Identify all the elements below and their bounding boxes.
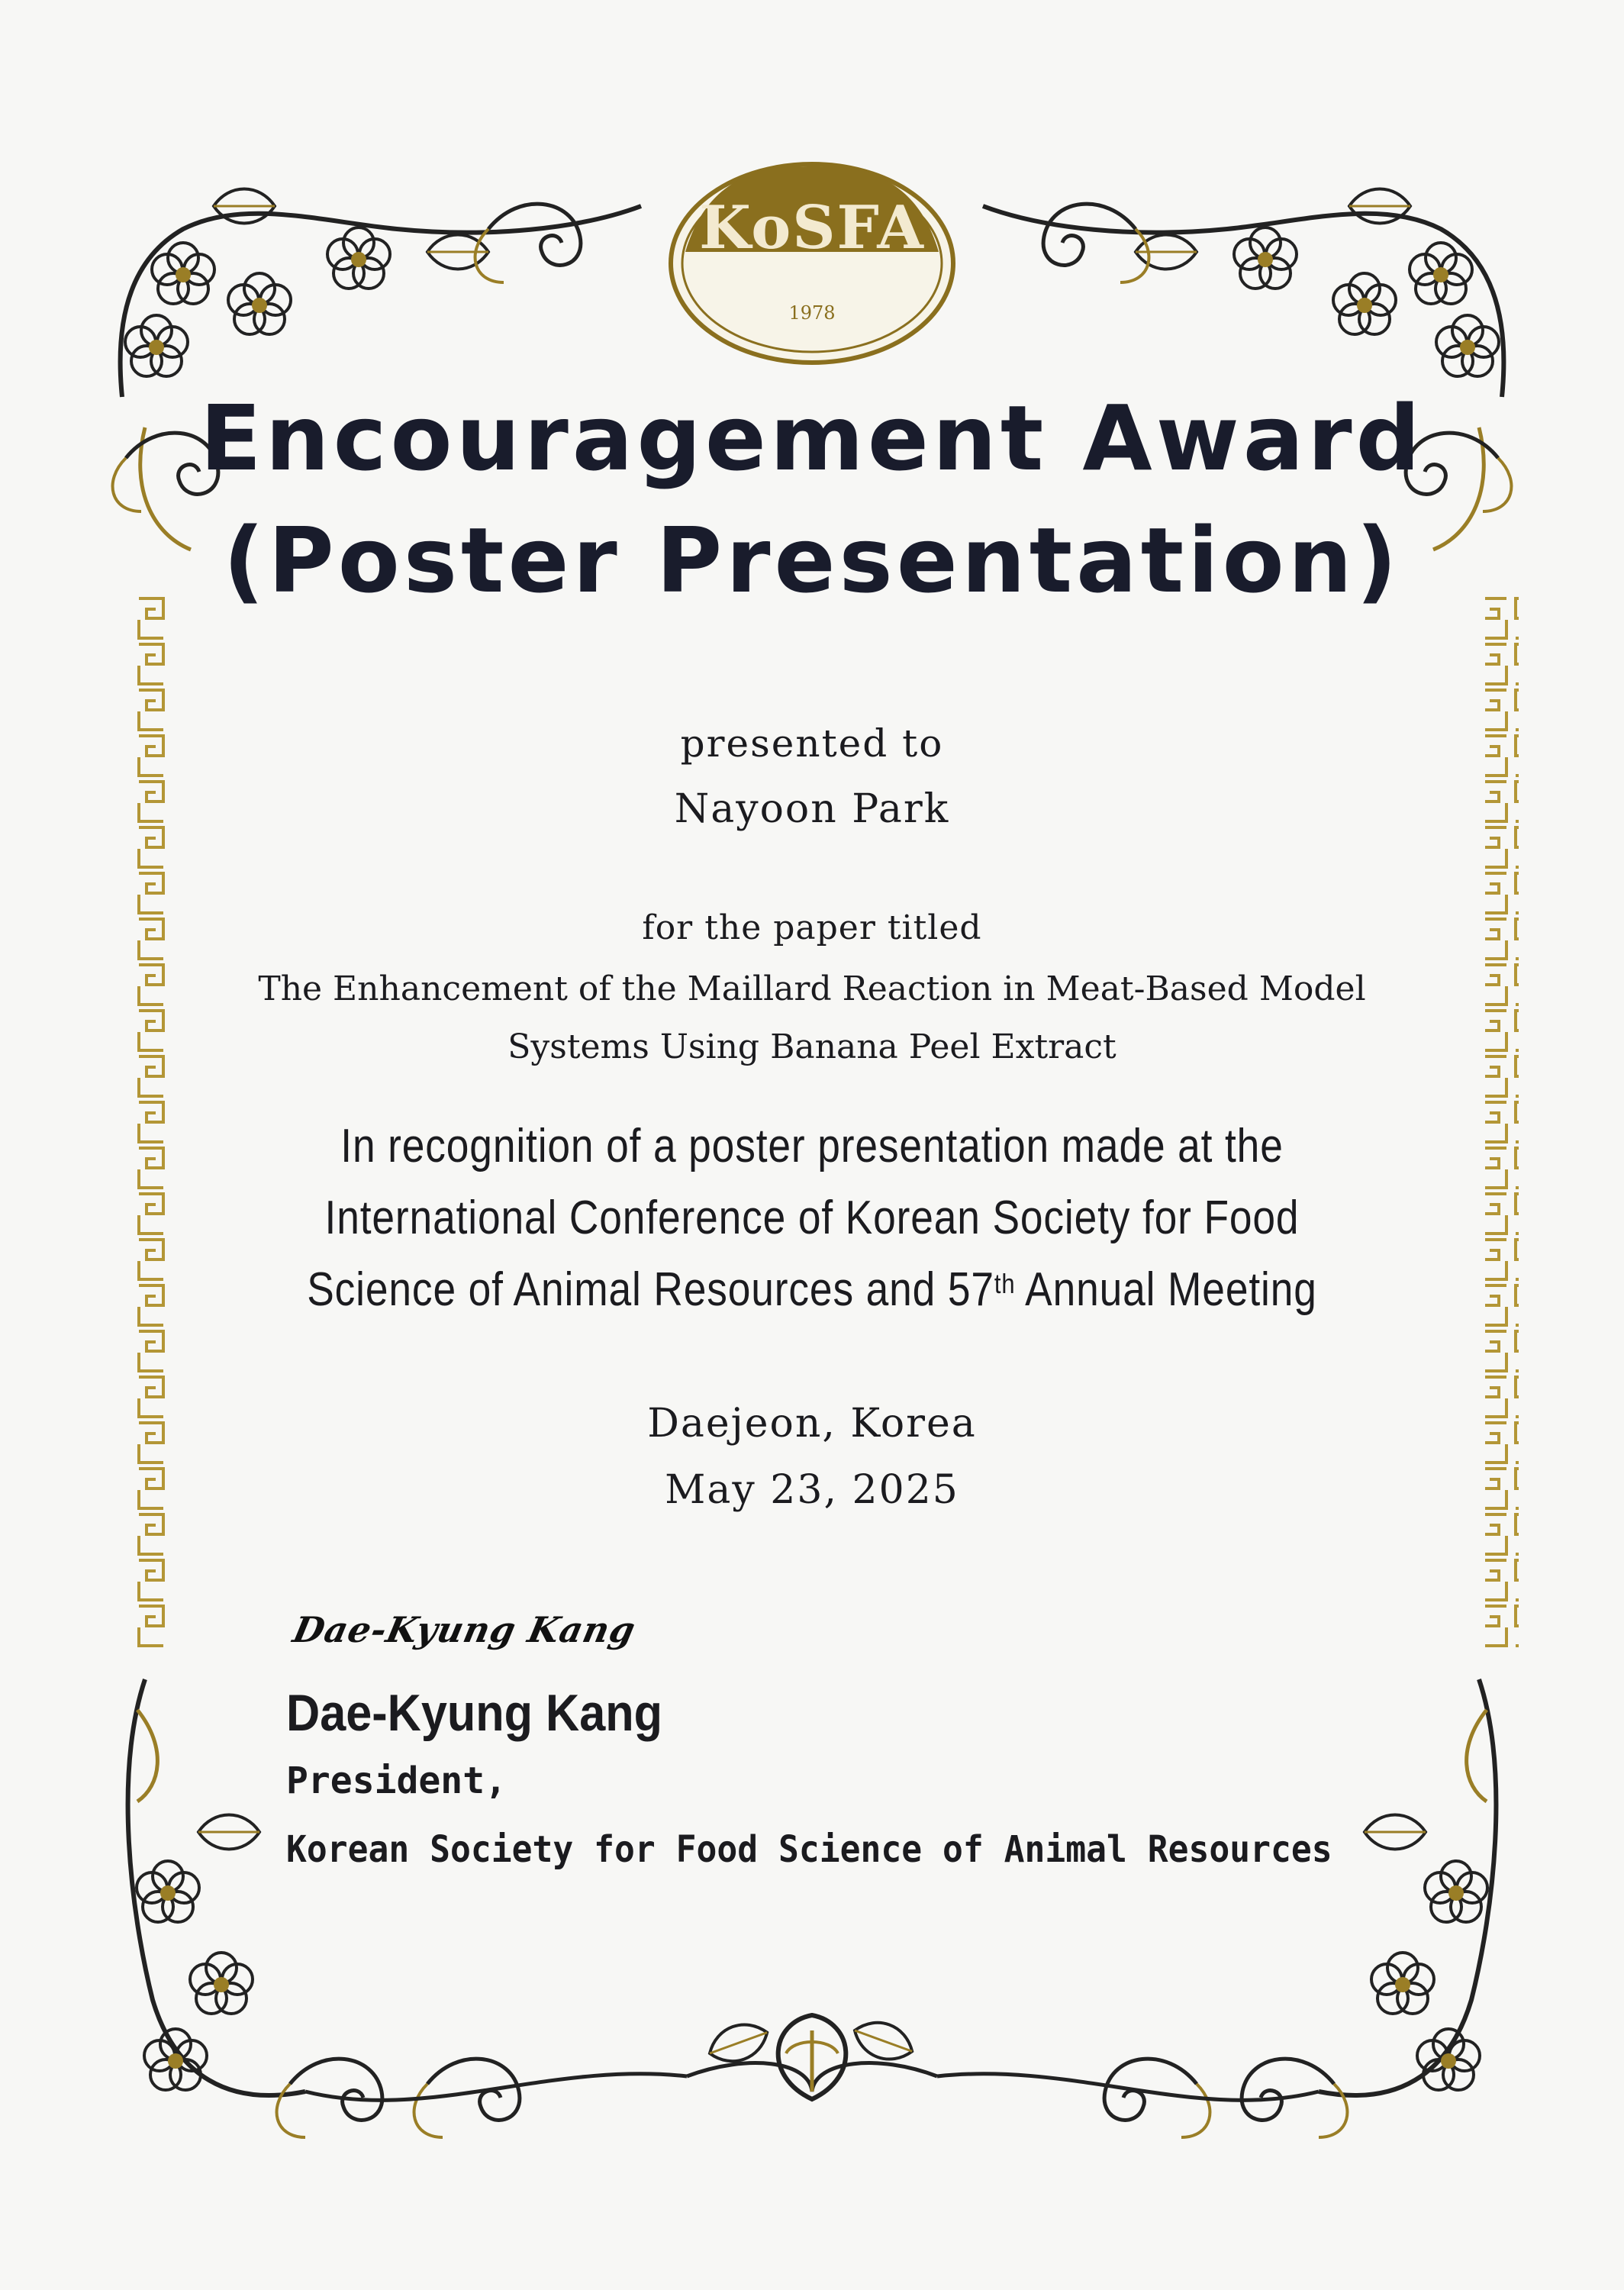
- svg-text:KoSFA: KoSFA: [699, 193, 925, 263]
- recognition-line3-prefix: Science of Animal Resources and 57: [307, 1263, 994, 1316]
- event-date: May 23, 2025: [665, 1467, 959, 1513]
- signatory-name: Dae-Kyung Kang: [286, 1684, 663, 1742]
- paper-title-line2: Systems Using Banana Peel Extract: [508, 1027, 1116, 1066]
- bottom-right-floral-corner: [937, 1679, 1496, 2137]
- paper-intro-label: for the paper titled: [642, 908, 982, 947]
- award-title-line1: Encouragement Award: [199, 385, 1425, 491]
- presented-to-label: presented to: [680, 721, 944, 766]
- recognition-line3-suffix: Annual Meeting: [1015, 1263, 1317, 1316]
- top-left-floral-corner: [113, 189, 641, 550]
- recognition-line1: In recognition of a poster presentation made at the: [340, 1120, 1284, 1172]
- recognition-line2: International Conference of Korean Society for Food: [324, 1192, 1300, 1244]
- recipient-name: Nayoon Park: [674, 786, 950, 832]
- paper-title-line1: The Enhancement of the Maillard Reaction in Meat-Based Model: [258, 969, 1366, 1008]
- bottom-center-floral-ornament: [687, 2014, 937, 2099]
- svg-text:1978: 1978: [788, 302, 836, 324]
- handwritten-signature: Dae-Kyung Kang: [289, 1609, 640, 1650]
- event-location: Daejeon, Korea: [647, 1401, 977, 1447]
- signatory-organization: Korean Society for Food Science of Animal Resources: [286, 1828, 1332, 1871]
- signatory-role: President,: [286, 1759, 507, 1802]
- ordinal-suffix: th: [994, 1268, 1016, 1299]
- recognition-line3: [114, 1254, 1510, 1326]
- kosfa-logo-seal: [671, 164, 953, 363]
- top-right-floral-corner: [983, 189, 1511, 550]
- bottom-left-floral-corner: [128, 1679, 687, 2137]
- award-title-line2: (Poster Presentation): [223, 508, 1401, 613]
